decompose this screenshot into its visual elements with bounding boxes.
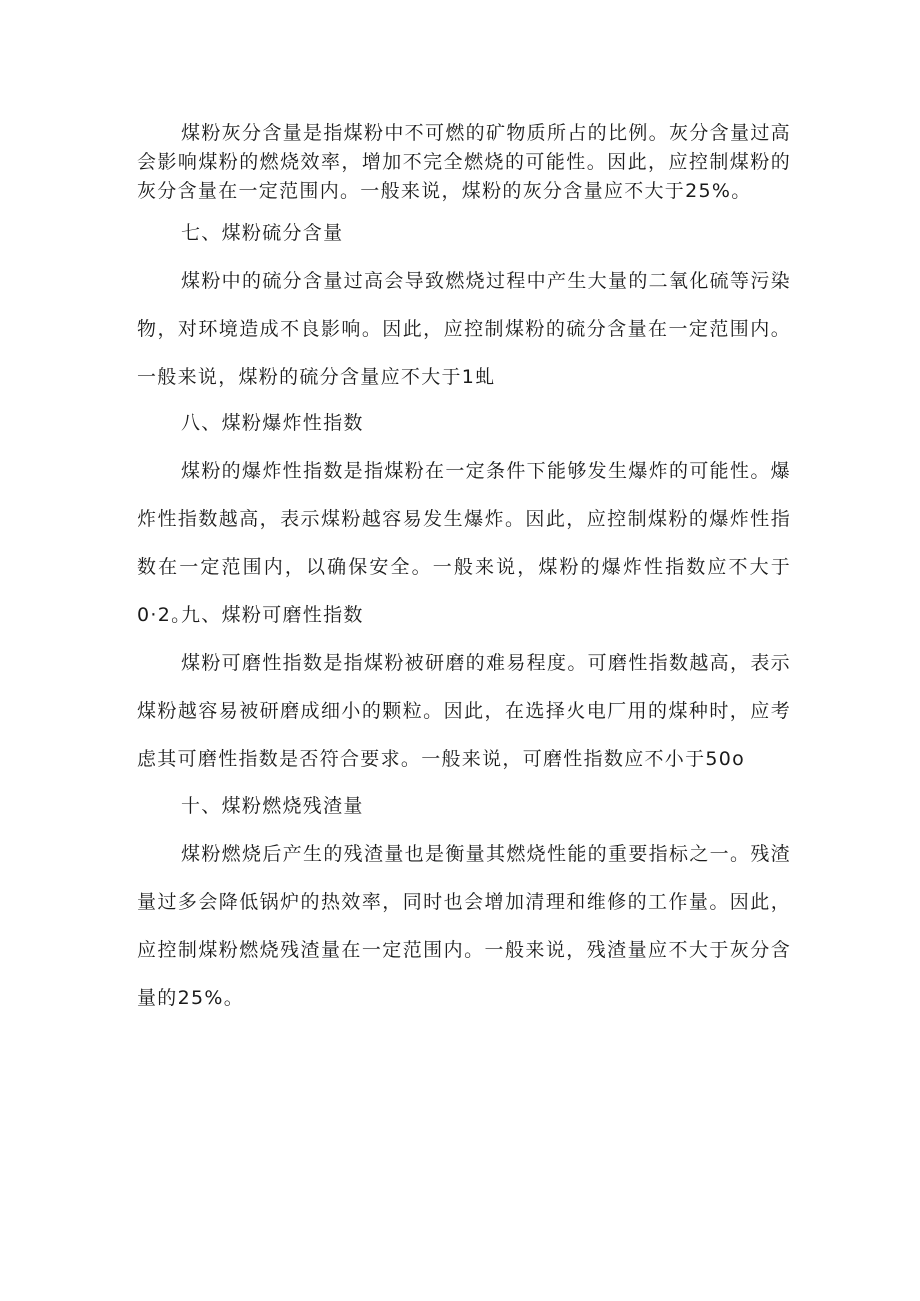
grindability-section bbox=[137, 591, 791, 783]
grindability-heading: 九、煤粉可磨性指数 bbox=[181, 604, 364, 626]
sulfur-paragraph: 煤粉中的硫分含量过高会导致燃烧过程中产生大量的二氧化硫等污染物，对环境造成不良影响。因此，应控制煤粉的硫分含量在一定范围内。一般来说，煤粉的硫分含量应不大于1虬 bbox=[137, 270, 791, 388]
sulfur-section bbox=[137, 209, 791, 401]
explosion-paragraph: 煤粉的爆炸性指数是指煤粉在一定条件下能够发生爆炸的可能性。爆炸性指数越高，表示煤粉越容易发生爆炸。因此，应控制煤粉的爆炸性指数在一定范围内，以确保安全。一般来说，煤粉的爆炸性指数应不大于0·2。 bbox=[137, 460, 791, 626]
residue-paragraph: 煤粉燃烧后产生的残渣量也是衡量其燃烧性能的重要指标之一。残渣量过多会降低锅炉的热效率，同时也会增加清理和维修的工作量。因此，应控制煤粉燃烧残渣量在一定范围内。一般来说，残渣量应不大于灰分含量的25%。 bbox=[137, 843, 791, 1009]
residue-section bbox=[137, 782, 791, 1022]
ash-content-paragraph: 煤粉灰分含量是指煤粉中不可燃的矿物质所占的比例。灰分含量过高会影响煤粉的燃烧效率，增加不完全燃烧的可能性。因此，应控制煤粉的灰分含量在一定范围内。一般来说，煤粉的灰分含量应不大于25%。 bbox=[137, 122, 791, 202]
explosion-heading: 八、煤粉爆炸性指数 bbox=[181, 412, 364, 434]
residue-heading: 十、煤粉燃烧残渣量 bbox=[181, 795, 364, 817]
ash-content-section bbox=[137, 119, 791, 206]
grindability-paragraph: 煤粉可磨性指数是指煤粉被研磨的难易程度。可磨性指数越高，表示煤粉越容易被研磨成细小的颗粒。因此，在选择火电厂用的煤种时，应考虑其可磨性指数是否符合要求。一般来说，可磨性指数应不小于50o bbox=[137, 652, 791, 770]
sulfur-heading: 七、煤粉硫分含量 bbox=[181, 222, 344, 244]
